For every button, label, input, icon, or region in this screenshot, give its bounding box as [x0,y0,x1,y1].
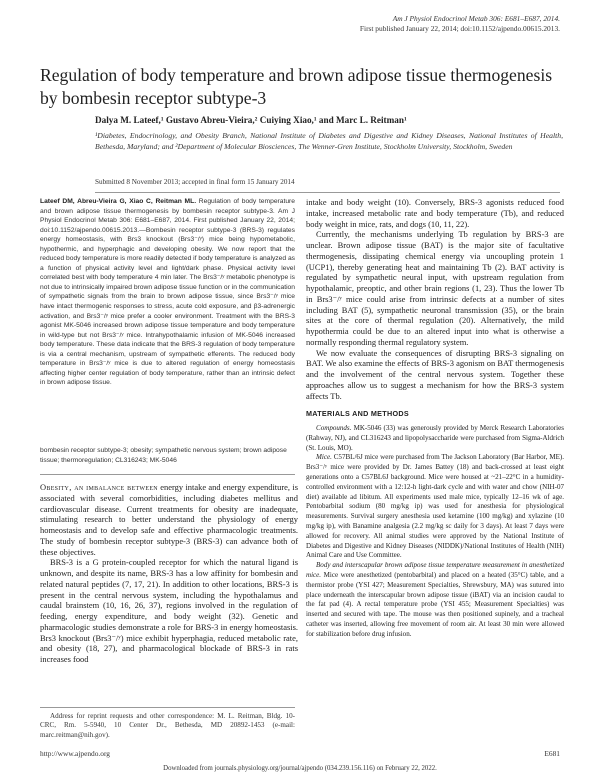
abstract-citation-lead: Lateef DM, Abreu-Vieira G, Xiao C, Reitman ML. [40,198,197,205]
body-paragraph: intake and body weight (10). Conversely, BRS-3 agonists reduced food intake, increased metabolic rate and body temperature (Tb), and reduced body weight in mice, rats, and dogs (10, 11, 22). [306,197,564,229]
affiliations: ¹Diabetes, Endocrinology, and Obesity Branch, National Institute of Diabetes and Digestive and Kidney Diseases, National Institutes of Health, Bethesda, Maryland; and ²Department of Molecular Biosciences, The Wenner-Gren Institute, Stockholm University, Stockholm, Sweden [95,131,563,151]
journal-header [230,14,560,34]
download-notice: Downloaded from journals.physiology.org/journal/ajpendo (034.239.156.116) on February 22, 2022. [163,765,437,772]
footnote-divider [40,707,295,708]
methods-text: C57BL/6J mice were purchased from The Jackson Laboratory (Bar Harbor, ME). Brs3⁻/ʸ mice were provided by Dr. James Battey (18) and back-crossed at least eight generations onto a C57BL6J background. Mice were housed at ~21–22°C in a humidity-controlled environment with a 12:12-h light-dark cycle and with water and chow (NIH-07 diet) available ad libitum. All experiments used male mice, typically 12–16 wk of age. Pentobarbital sodium (80 mg/kg ip) was used for anesthesia for physiological measurements. Survival surgery anesthesia used ketamine (100 mg/kg) and xylazine (10 mg/kg ip), with Banamine analgesia (2.2 mg/kg sc daily for 3 days). At least 7 days were allowed for recovery. All animal studies were approved by the National Institute of Diabetes and Digestive and Kidney Diseases (NIDDK)/National Institutes of Health (NIH) Animal Care and Use Committee. [306,453,564,560]
methods-label: Mice. [316,453,332,462]
submission-dates: Submitted 8 November 2013; accepted in final form 15 January 2014 [95,178,295,186]
methods-label: Compounds. [316,424,352,432]
keywords: bombesin receptor subtype-3; obesity; sympathetic nervous system; brown adipose tissue; thermoregulation; CL316243; MK-5046 [40,447,287,464]
right-column [306,197,564,742]
methods-text: Mice were anesthetized (pentobarbital) and placed on a heated (35°C) table, and a thermistor probe (YSI 427; Measurement Specialties, Shrewsbury, MA) was sutured into place underneath the interscapular brown adipose tissue (iBAT) via an incision caudal to the fat pad (4). A rectal temperature probe (YSI 455; Measurement Specialties) was inserted and secured with tape. The mouse was then positioned supinely, and a tracheal catheter was inserted, allowing free movement of room air. At least 30 min were allowed for stabilization before drug infusion. [306,570,564,638]
body-paragraph: Currently, the mechanisms underlying Tb regulation by BRS-3 are unclear. Brown adipose tissue (BAT) is the major site of facultative thermogenesis, dissipating chemical energy via uncoupling protein 1 (UCP1), thereby generating heat and maintaining Tb (2). BAT activity is regulated by sympathetic neural input, with upstream regulation from hypothalamic, preoptic, and other brain regions (1, 23). Thus the lower Tb in Brs3⁻/ʸ mice could arise from intrinsic defects at a number of sites including BAT (5), sympathetic neuronal transmission (35), or the brain sites at the core of thermal regulation (20). Alternatively, the mild hypothermia could be due to an altered input into what is otherwise a normally responding thermal regulatory system. [306,229,564,347]
first-published-line: First published January 22, 2014; doi:10.1152/ajpendo.00615.2013. [359,24,560,33]
methods-paragraph [306,424,564,453]
methods-label: Body and interscapular brown adipose tissue temperature measurement in anesthetized mice. [306,561,564,579]
journal-url[interactable]: http://www.ajpendo.org [40,749,110,758]
author-list: Dalya M. Lateef,¹ Gustavo Abreu-Vieira,² Cuiying Xiao,¹ and Marc L. Reitman¹ [95,115,407,125]
header-divider [95,192,560,193]
section-heading-methods: MATERIALS AND METHODS [306,409,409,419]
body-paragraph: We now evaluate the consequences of disrupting BRS-3 signaling on BAT. We also examine the effects of BRS-3 agonism on BAT thermogenesis and the involvement of the central nervous system. Together these approaches allow us to suggest a mechanism for how the BRS-3 system affects Tb. [306,347,564,401]
methods-paragraph [306,453,564,561]
abstract [40,197,295,388]
methods-paragraph [306,561,564,639]
abstract-divider [40,474,295,475]
intro-lead: Obesity, an imbalance between [40,482,158,492]
intro-rest: energy intake and energy expenditure, is associated with several comorbidities, including diabetes mellitus and cardiovascular disease. Current treatments for obesity are inadequate, stimulating research to better understand the physiology of energy homeostasis and to develop safe and effective pharmacologic treatments. The study of bombesin receptor subtype-3 (BRS-3) can advance both of these objectives. [40,482,298,557]
page-number: E681 [544,749,560,758]
article-title: Regulation of body temperature and brown adipose tissue thermogenesis by bombesin receptor subtype-3 [40,65,553,108]
journal-citation: Am J Physiol Endocrinol Metab 306: E681–E687, 2014. [392,14,560,23]
methods-text: MK-5046 (33) was generously provided by Merck Research Laboratories (Rahway, NJ), and CL316243 and lipopolysaccharide were purchased from Sigma-Aldrich (St. Louis, MO). [306,424,564,452]
left-column [40,482,298,704]
body-paragraph: BRS-3 is a G protein-coupled receptor for which the natural ligand is unknown, and despite its name, BRS-3 has a low affinity for bombesin and related natural peptides (7, 17, 21). In addition to other locations, BRS-3 is present in the central nervous system, including the hypothalamus and caudal brainstem (10, 16, 26, 37), regions involved in the regulation of feeding, energy expenditure, and body weight (32). Genetic and pharmacologic studies demonstrate a role for BRS-3 in energy homeostasis. Brs3 knockout (Brs3⁻/ʸ) mice exhibit hyperphagia, reduced metabolic rate, and obesity (18, 27), and pharmacological blockade of BRS-3 in rats increases food [40,557,298,664]
intro-paragraph [40,482,298,557]
abstract-text: Regulation of body temperature and brown adipose tissue thermogenesis by bombesin receptor subtype-3. Am J Physiol Endocrinol Metab 306: E681–E687, 2014. First published January 22, 2014; doi:10.1152/ajpendo.00615.2013.—Bombesin receptor subtype-3 (BRS-3) regulates energy homeostasis, with Brs3 knockout (Brs3⁻/ʸ) mice being hypometabolic, hypothermic, and hyperphagic and developing obesity. We now report that the reduced body temperature is more readily detected if body temperature is analyzed as a function of physical activity level and light/dark phase. Physical activity level correlated best with body temperature 4 min later. The Brs3⁻/ʸ metabolic phenotype is not due to intrinsically impaired brown adipose tissue function or in the communication of sympathetic signals from the brain to brown adipose tissue, since Brs3⁻/ʸ mice have intact thermogenic responses to stress, acute cold exposure, and β3-adrenergic activation, and Brs3⁻/ʸ mice prefer a cooler environment. Treatment with the BRS-3 agonist MK-5046 increased brown adipose tissue temperature and body temperature in wild-type but not Brs3⁻/ʸ mice. Intrahypothalamic infusion of MK-5046 increased body temperature. These data indicate that the BRS-3 regulation of body temperature is via a central mechanism, upstream of sympathetic efferents. The reduced body temperature in Brs3⁻/ʸ mice is due to altered regulation of energy homeostasis affecting higher center regulation of body temperature, rather than an intrinsic defect in brown adipose tissue. [40,198,296,387]
correspondence-note: Address for reprint requests and other correspondence: M. L. Reitman, Bldg. 10-CRC, Rm. 5-5940, 10 Center Dr., Bethesda, MD 20892-1453 (e-mail: marc.reitman@nih.gov). [40,712,295,739]
